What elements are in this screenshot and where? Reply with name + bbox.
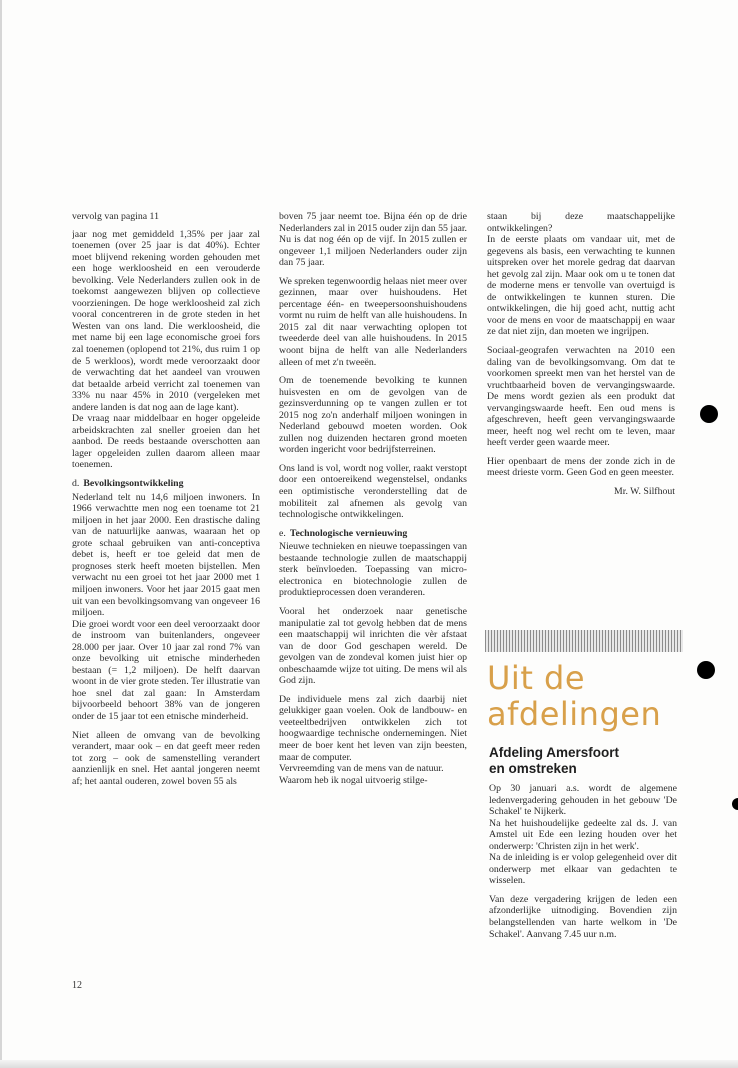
- heading-text: Technologische vernieuwing: [289, 527, 408, 539]
- paragraph: Na het huishoudelijke gedeelte zal ds. J. van Amstel uit Ede een lezing houden over het onderwerp: 'Christen zijn in het werk'.: [489, 817, 677, 852]
- paragraph: De vraag naar middelbaar en hoger opgeleide arbeidskrachten zal sneller groeien dan het aanbod. De reeds bestaande overschotten aan lager opgeleiden zullen daarom alleen maar toenemen.: [72, 413, 260, 471]
- section-title-line: Uit de: [487, 659, 586, 697]
- column-1: [72, 211, 260, 991]
- paragraph: staan bij deze maatschappelijke ontwikkelingen?: [487, 211, 675, 234]
- paragraph: Na de inleiding is er volop gelegenheid over dit onderwerp met elkaar van gedachten te wisselen.: [489, 852, 677, 887]
- heading-text: Bevolkingsontwikkeling: [83, 478, 184, 490]
- article-subhead: [489, 745, 689, 777]
- paragraph: jaar nog met gemiddeld 1,35% per jaar zal toenemen (over 25 jaar is dat 40%). Echter moet blijvend rekening worden gehouden met een hoge werkloosheid en een verouderde bevolking. Vele Nederlanders zullen ook in de toekomst aangewezen blijven op collectieve voorzieningen. De hoge werkloosheid zal zich vooral concentreren in de grote steden in het Westen van ons land. Die werkloosheid, die met name bij een lage economische groei fors zal toenemen (oplopend tot 21%, dus ruim 1 op de 5 werkloos), wordt mede veroorzaakt door de verwachting dat het aandeel van vrouwen dat betaalde arbeid verricht zal toenemen van 33% nu naar 45% in 2010 (vergeleken met andere landen is dat nog aan de lage kant).: [72, 228, 260, 413]
- heading-letter: e.: [279, 527, 286, 539]
- column-3: [487, 211, 675, 641]
- paragraph: Nederland telt nu 14,6 miljoen inwoners. In 1966 verwachtte men nog een toename tot 21 miljoen in het jaar 2000. Een drastische daling van de natuurlijke aanwas, waaraan het op grote schaal gebruiken van anti-conceptiva debet is, heeft er toe geleid dat men de prognoses sterk heeft moeten bijstellen. Men verwacht nu een groei tot het jaar 2000 met 1 miljoen inwoners. Voor het jaar 2015 gaat men uit van een bevolkingsomvang van ongeveer 16 miljoen.: [72, 491, 260, 619]
- paragraph: Die groei wordt voor een deel veroorzaakt door de instroom van buitenlanders, ongeveer 28.000 per jaar. Over 10 jaar zal rond 7% van onze bevolking uit etnische minderheden bestaan (= 1,2 miljoen). De helft daarvan woont in de vier grote steden. Ter illustratie van hoe snel dat zal gaan: In Amsterdam bijvoorbeeld behoort 38% van de jongeren onder de 15 jaar tot een etnische minderheid.: [72, 618, 260, 722]
- paragraph: Om de toenemende bevolking te kunnen huisvesten en om de gevolgen van de gezinsverdunning op te vangen zullen er tot 2015 nog zo'n anderhalf miljoen woningen in Nederland gebouwd moeten worden. Ook zullen nog duizenden hectaren grond moeten worden ingericht voor bedrijfsterreinen.: [279, 375, 467, 456]
- paragraph: Sociaal-geografen verwachten na 2010 een daling van de bevolkingsomvang. Om dat te voorkomen spreekt men van het herstel van de vruchtbaarheid boven de vervangingswaarde. De mens wordt gezien als een produkt dat vervangingswaarde heeft. Een oud mens is afgeschreven, heeft geen vervangingswaarde meer, heeft nog wel recht om te leven, maar heeft verder geen waarde meer.: [487, 345, 675, 449]
- section-title: [487, 660, 687, 732]
- page-number: 12: [72, 980, 82, 991]
- paragraph: Hier openbaart de mens der zonde zich in de meest drieste vorm. Geen God en geen meester.: [487, 455, 675, 479]
- heading-letter: d.: [72, 478, 80, 490]
- section-heading-d: [72, 478, 260, 490]
- paragraph: Van deze vergadering krijgen de leden een afzonderlijke uitnodiging. Bovendien zijn belangstellenden van harte welkom in 'De Schakel'. Aanvang 7.45 uur n.m.: [489, 893, 677, 940]
- punch-hole: [697, 661, 715, 679]
- column-3-lower: [489, 783, 677, 947]
- section-title-line: afdelingen: [487, 695, 662, 733]
- scan-edge-left: [0, 0, 2, 1068]
- paragraph: De individuele mens zal zich daarbij niet gelukkiger gaan voelen. Ook de landbouw- en veeteeltbedrijven ontwikkelen zich tot hoogwaardige technische ondernemingen. Niet meer de boer kent het leven van zijn beesten, maar de computer.: [279, 693, 467, 763]
- paragraph: Ons land is vol, wordt nog voller, raakt verstopt door een ontoereikend wegenstelsel, ondanks een optimistische veronderstelling dat de mobiliteit zal afnemen als gevolg van technologische ontwikkelingen.: [279, 462, 467, 521]
- paragraph: Vervreemding van de mens van de natuur.: [279, 763, 444, 775]
- continued-note: vervolg van pagina 11: [72, 211, 159, 222]
- scan-edge-bottom: [0, 1060, 738, 1068]
- paragraph: We spreken tegenwoordig helaas niet meer over gezinnen, maar over huishoudens. Het percentage één- en tweepersoonshuishoudens vormt nu ruim de helft van alle huishoudens. In 2015 zal dit naar verwachting oplopen tot tweederde deel van alle huishoudens. In 2015 woont bijna de helft van alle Nederlanders alleen of met z'n tweeën.: [279, 275, 467, 368]
- author-signature: Mr. W. Silfhout: [614, 486, 675, 498]
- subhead-line: Afdeling Amersfoort: [489, 745, 620, 760]
- paragraph: In de eerste plaats om vandaar uit, met de gegevens als basis, een verwachting te kunnen uitspreken over het morele gedrag dat daarvan het gevolg zal zijn. Maar ook om u te tonen dat de moderne mens er tenvolle van overtuigd is de ontwikkelingen te kunnen sturen. Die ontwikkelingen, die hij goed acht, nuttig acht voor de mens en voor de maatschappij en waar ze dat niet zijn, dan moeten we ingrijpen.: [487, 234, 675, 338]
- column-2: [279, 211, 467, 991]
- punch-hole: [700, 405, 718, 423]
- punch-hole: [732, 798, 738, 810]
- section-heading-e: [279, 528, 467, 540]
- paragraph: Waarom heb ik nogal uitvoerig stilge-: [279, 774, 428, 786]
- hatched-divider: [485, 630, 683, 652]
- paragraph: Vooral het onderzoek naar genetische manipulatie zal tot gevolg hebben dat de mens een maatschappij wil inrichten die vèr afstaat van de door God geschapen wereld. De gevolgen van de zondeval komen juist hier op onbeschaamde wijze tot uiting. De mens wil als God zijn.: [279, 605, 467, 687]
- paragraph: Niet alleen de omvang van de bevolking verandert, maar ook – en dat geeft meer reden tot zorg – ook de samenstelling verandert aanzienlijk en snel. Het aantal jongeren neemt af; het aantal ouderen, zowel boven 55 als: [72, 729, 260, 787]
- paragraph: Nieuwe technieken en nieuwe toepassingen van bestaande technologie zullen de maatschappij sterk beïnvloeden. Toepassing van micro-electronica en biotechnologie zullen de produktieprocessen doen veranderen.: [279, 541, 467, 599]
- paragraph: Op 30 januari a.s. wordt de algemene ledenvergadering gehouden in het gebouw 'De Schakel' te Nijkerk.: [489, 783, 677, 818]
- paragraph: boven 75 jaar neemt toe. Bijna één op de drie Nederlanders zal in 2015 ouder zijn dan 55 jaar. Nu is dat nog één op de vijf. In 2015 zullen er ongeveer 1,1 miljoen Nederlanders ouder zijn dan 75 jaar.: [279, 211, 467, 269]
- subhead-line: en omstreken: [489, 761, 577, 776]
